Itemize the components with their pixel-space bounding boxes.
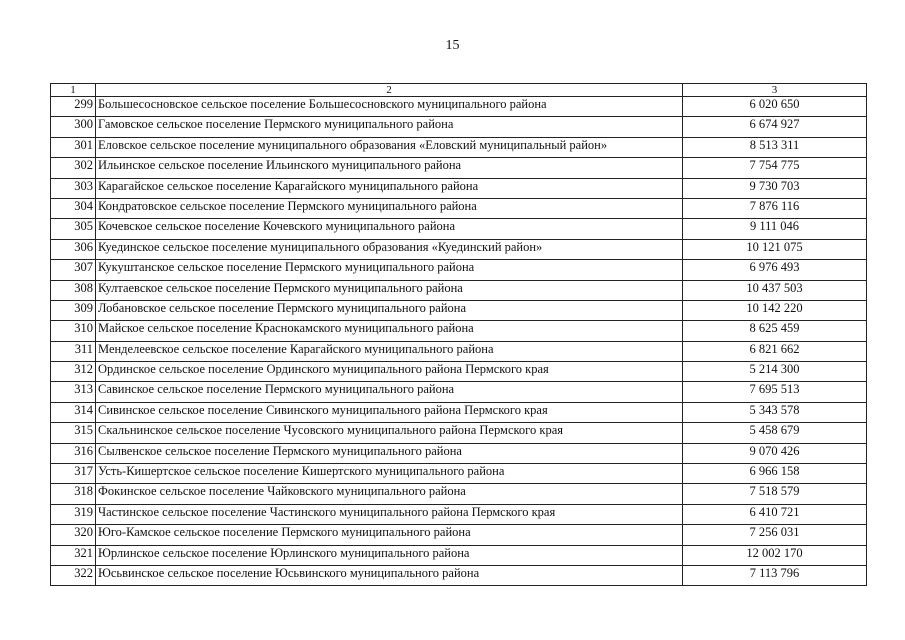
row-number-cell: 313: [51, 382, 96, 402]
settlement-name-cell: Скальнинское сельское поселение Чусовского муниципального района Пермского края: [96, 423, 683, 443]
row-number-cell: 301: [51, 137, 96, 157]
settlement-name-cell: Сылвенское сельское поселение Пермского муниципального района: [96, 443, 683, 463]
settlement-name-cell: Частинское сельское поселение Частинского муниципального района Пермского края: [96, 504, 683, 524]
row-number-cell: 311: [51, 341, 96, 361]
settlement-name-cell: Куединское сельское поселение муниципального образования «Куединский район»: [96, 239, 683, 259]
amount-cell: 8 513 311: [683, 137, 867, 157]
row-number-cell: 305: [51, 219, 96, 239]
table-row: [51, 260, 867, 280]
allocation-table: [50, 83, 867, 586]
amount-cell: 6 821 662: [683, 341, 867, 361]
table-row: [51, 97, 867, 117]
row-number-cell: 318: [51, 484, 96, 504]
row-number-cell: 312: [51, 362, 96, 382]
table-row: [51, 280, 867, 300]
row-number-cell: 321: [51, 545, 96, 565]
table-row: [51, 321, 867, 341]
row-number-cell: 310: [51, 321, 96, 341]
row-number-cell: 307: [51, 260, 96, 280]
table-row: [51, 198, 867, 218]
settlement-name-cell: Юрлинское сельское поселение Юрлинского муниципального района: [96, 545, 683, 565]
row-number-cell: 315: [51, 423, 96, 443]
row-number-cell: 314: [51, 402, 96, 422]
amount-cell: 7 256 031: [683, 525, 867, 545]
settlement-name-cell: Юсьвинское сельское поселение Юсьвинского муниципального района: [96, 565, 683, 585]
table-row: [51, 178, 867, 198]
table-row: [51, 239, 867, 259]
table-row: [51, 117, 867, 137]
table-row: [51, 402, 867, 422]
table-row: [51, 443, 867, 463]
table-row: [51, 137, 867, 157]
row-number-cell: 302: [51, 158, 96, 178]
amount-cell: 9 730 703: [683, 178, 867, 198]
settlement-name-cell: Менделеевское сельское поселение Карагайского муниципального района: [96, 341, 683, 361]
table-row: [51, 525, 867, 545]
row-number-cell: 320: [51, 525, 96, 545]
settlement-name-cell: Фокинское сельское поселение Чайковского муниципального района: [96, 484, 683, 504]
row-number-cell: 317: [51, 464, 96, 484]
amount-cell: 6 410 721: [683, 504, 867, 524]
amount-cell: 6 020 650: [683, 97, 867, 117]
amount-cell: 10 121 075: [683, 239, 867, 259]
settlement-name-cell: Майское сельское поселение Краснокамского муниципального района: [96, 321, 683, 341]
amount-cell: 5 458 679: [683, 423, 867, 443]
amount-cell: 7 754 775: [683, 158, 867, 178]
row-number-cell: 308: [51, 280, 96, 300]
row-number-cell: 299: [51, 97, 96, 117]
row-number-cell: 303: [51, 178, 96, 198]
table-row: [51, 219, 867, 239]
settlement-name-cell: Юго-Камское сельское поселение Пермского муниципального района: [96, 525, 683, 545]
row-number-cell: 322: [51, 565, 96, 585]
settlement-name-cell: Лобановское сельское поселение Пермского муниципального района: [96, 300, 683, 320]
table-row: [51, 341, 867, 361]
amount-cell: 6 966 158: [683, 464, 867, 484]
settlement-name-cell: Ильинское сельское поселение Ильинского муниципального района: [96, 158, 683, 178]
amount-cell: 8 625 459: [683, 321, 867, 341]
amount-cell: 6 674 927: [683, 117, 867, 137]
table-header-row: [51, 84, 867, 97]
settlement-name-cell: Усть-Кишертское сельское поселение Кишертского муниципального района: [96, 464, 683, 484]
settlement-name-cell: Еловское сельское поселение муниципального образования «Еловский муниципальный район»: [96, 137, 683, 157]
amount-cell: 7 518 579: [683, 484, 867, 504]
amount-cell: 9 111 046: [683, 219, 867, 239]
table-row: [51, 158, 867, 178]
amount-cell: 7 113 796: [683, 565, 867, 585]
settlement-name-cell: Савинское сельское поселение Пермского муниципального района: [96, 382, 683, 402]
amount-cell: 10 142 220: [683, 300, 867, 320]
settlement-name-cell: Кондратовское сельское поселение Пермского муниципального района: [96, 198, 683, 218]
table-row: [51, 504, 867, 524]
amount-cell: 7 695 513: [683, 382, 867, 402]
amount-cell: 7 876 116: [683, 198, 867, 218]
page-number: 15: [445, 38, 460, 53]
settlement-name-cell: Гамовское сельское поселение Пермского муниципального района: [96, 117, 683, 137]
amount-cell: 5 343 578: [683, 402, 867, 422]
row-number-cell: 319: [51, 504, 96, 524]
table-row: [51, 464, 867, 484]
settlement-name-cell: Кукуштанское сельское поселение Пермского муниципального района: [96, 260, 683, 280]
settlement-name-cell: Большесосновское сельское поселение Большесосновского муниципального района: [96, 97, 683, 117]
settlement-name-cell: Сивинское сельское поселение Сивинского муниципального района Пермского края: [96, 402, 683, 422]
row-number-cell: 309: [51, 300, 96, 320]
table-row: [51, 423, 867, 443]
column-header-name: 2: [96, 84, 683, 97]
row-number-cell: 316: [51, 443, 96, 463]
column-header-amount: 3: [683, 84, 867, 97]
amount-cell: 6 976 493: [683, 260, 867, 280]
amount-cell: 12 002 170: [683, 545, 867, 565]
settlement-name-cell: Карагайское сельское поселение Карагайского муниципального района: [96, 178, 683, 198]
table-row: [51, 300, 867, 320]
row-number-cell: 304: [51, 198, 96, 218]
table-row: [51, 565, 867, 585]
table-body: [51, 97, 867, 586]
table-row: [51, 382, 867, 402]
table-row: [51, 362, 867, 382]
settlement-name-cell: Кочевское сельское поселение Кочевского муниципального района: [96, 219, 683, 239]
row-number-cell: 300: [51, 117, 96, 137]
table-row: [51, 545, 867, 565]
table-row: [51, 484, 867, 504]
settlement-name-cell: Култаевское сельское поселение Пермского муниципального района: [96, 280, 683, 300]
row-number-cell: 306: [51, 239, 96, 259]
amount-cell: 10 437 503: [683, 280, 867, 300]
amount-cell: 9 070 426: [683, 443, 867, 463]
amount-cell: 5 214 300: [683, 362, 867, 382]
column-header-number: 1: [51, 84, 96, 97]
settlement-name-cell: Ординское сельское поселение Ординского муниципального района Пермского края: [96, 362, 683, 382]
